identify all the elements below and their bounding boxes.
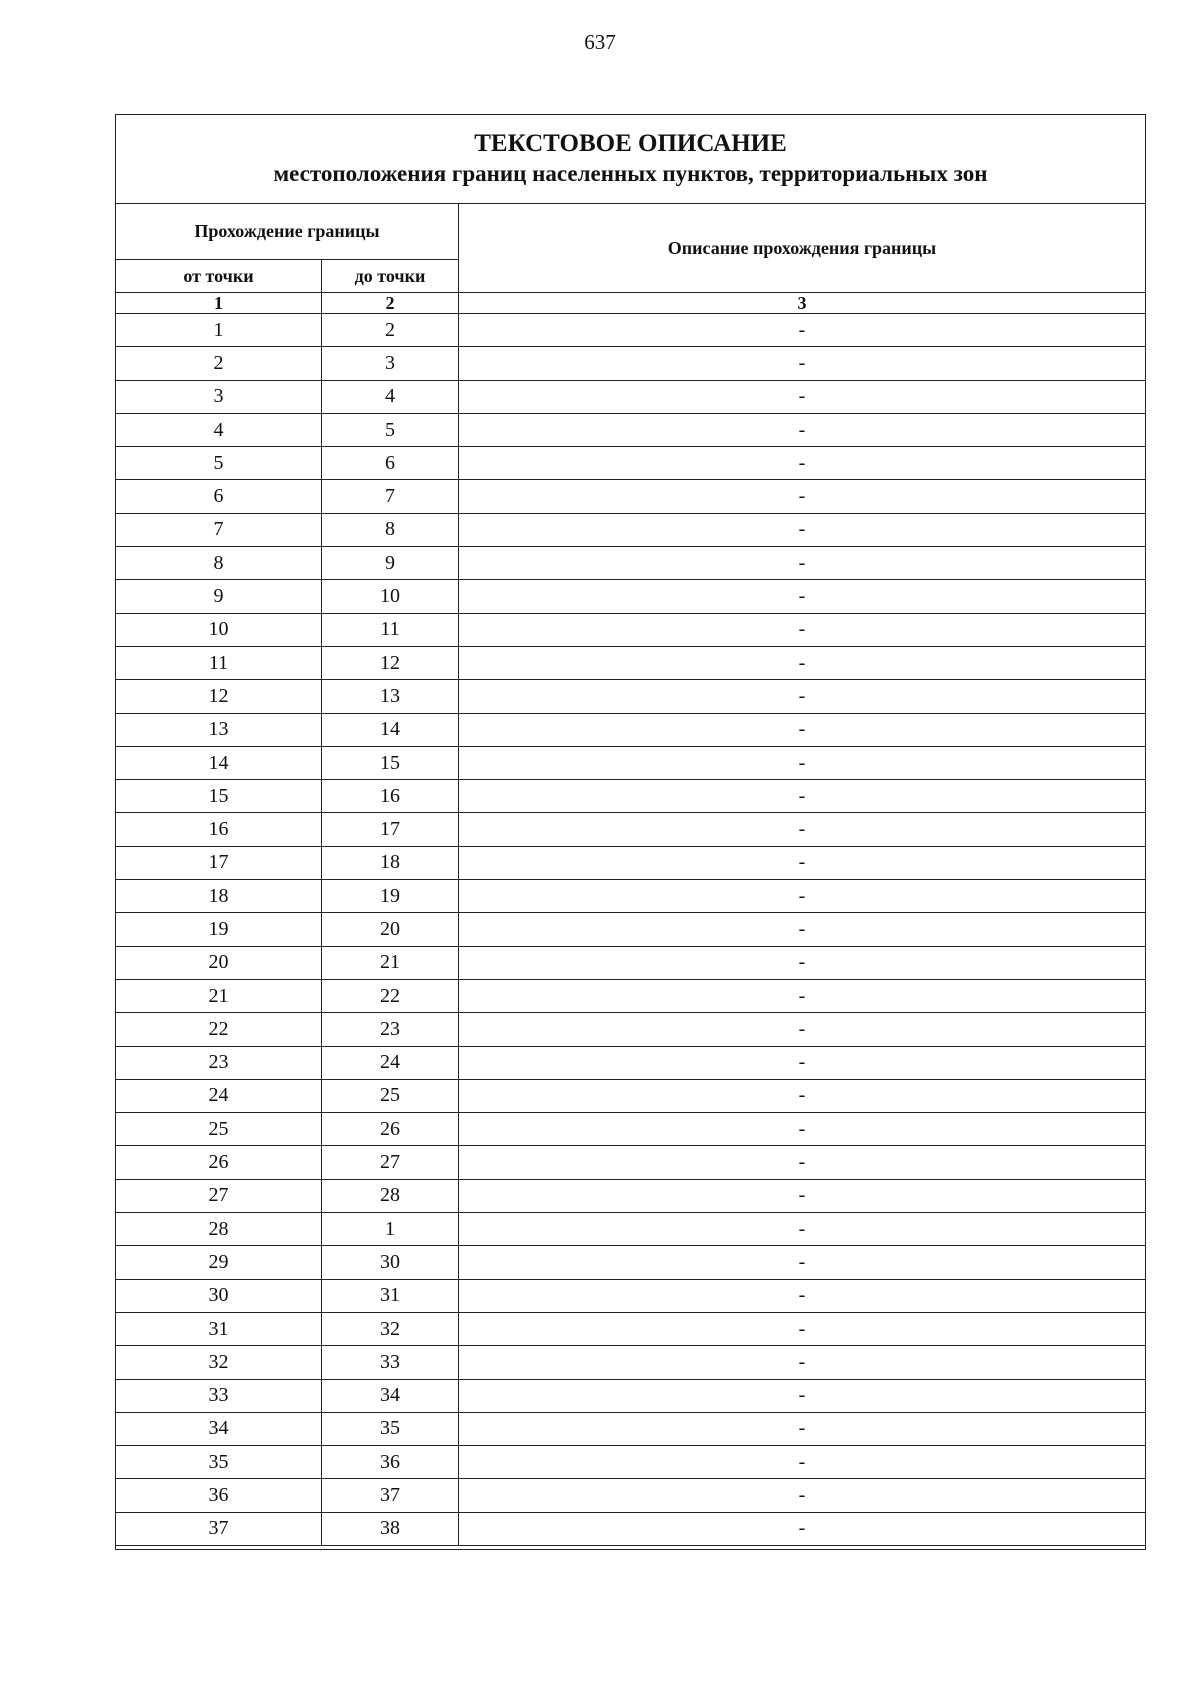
to-point-cell: 26 — [322, 1113, 459, 1146]
to-point-cell: 34 — [322, 1379, 459, 1412]
to-point-cell: 31 — [322, 1279, 459, 1312]
title-subtitle: местоположения границ населенных пунктов, территориальных зон — [273, 161, 988, 186]
to-point-cell: 18 — [322, 846, 459, 879]
table-row — [116, 780, 1146, 813]
to-point-cell: 2 — [322, 314, 459, 347]
from-point-cell: 8 — [116, 547, 322, 580]
description-cell: - — [459, 1046, 1146, 1079]
from-point-cell: 14 — [116, 746, 322, 779]
to-point-cell: 21 — [322, 946, 459, 979]
description-cell: - — [459, 880, 1146, 913]
table-body — [116, 314, 1146, 1550]
to-point-cell: 4 — [322, 380, 459, 413]
table-row — [116, 713, 1146, 746]
description-cell: - — [459, 746, 1146, 779]
to-point-cell: 17 — [322, 813, 459, 846]
table-row — [116, 1179, 1146, 1212]
description-cell: - — [459, 1246, 1146, 1279]
table-row — [116, 746, 1146, 779]
from-point-cell: 16 — [116, 813, 322, 846]
from-point-cell: 35 — [116, 1446, 322, 1479]
from-point-cell: 32 — [116, 1346, 322, 1379]
column-number-3: 3 — [459, 293, 1146, 314]
table-row — [116, 846, 1146, 879]
from-point-cell: 22 — [116, 1013, 322, 1046]
from-point-cell: 31 — [116, 1312, 322, 1345]
to-point-cell: 6 — [322, 447, 459, 480]
description-cell: - — [459, 547, 1146, 580]
table-row — [116, 813, 1146, 846]
description-cell: - — [459, 1146, 1146, 1179]
from-point-cell: 1 — [116, 314, 322, 347]
from-point-cell: 12 — [116, 680, 322, 713]
to-point-cell: 32 — [322, 1312, 459, 1345]
from-point-cell: 4 — [116, 413, 322, 446]
table-row — [116, 1446, 1146, 1479]
header-boundary-passage: Прохождение границы — [116, 204, 459, 260]
table-row — [116, 1279, 1146, 1312]
from-point-cell: 15 — [116, 780, 322, 813]
from-point-cell: 6 — [116, 480, 322, 513]
table-row — [116, 1146, 1146, 1179]
description-cell: - — [459, 480, 1146, 513]
title-row — [116, 115, 1146, 204]
header-to-point: до точки — [322, 260, 459, 293]
table-bottom-rule-cell — [116, 1545, 1146, 1549]
to-point-cell: 14 — [322, 713, 459, 746]
to-point-cell: 20 — [322, 913, 459, 946]
to-point-cell: 9 — [322, 547, 459, 580]
description-cell: - — [459, 846, 1146, 879]
table-row — [116, 1046, 1146, 1079]
table-title — [116, 115, 1146, 204]
to-point-cell: 23 — [322, 1013, 459, 1046]
description-cell: - — [459, 580, 1146, 613]
from-point-cell: 25 — [116, 1113, 322, 1146]
table-row — [116, 1213, 1146, 1246]
to-point-cell: 37 — [322, 1479, 459, 1512]
table-row — [116, 613, 1146, 646]
table-row — [116, 314, 1146, 347]
to-point-cell: 19 — [322, 880, 459, 913]
table-bottom-rule — [116, 1545, 1146, 1549]
description-cell: - — [459, 1079, 1146, 1112]
to-point-cell: 10 — [322, 580, 459, 613]
from-point-cell: 26 — [116, 1146, 322, 1179]
table-row — [116, 347, 1146, 380]
description-cell: - — [459, 1346, 1146, 1379]
table-row — [116, 1113, 1146, 1146]
from-point-cell: 18 — [116, 880, 322, 913]
to-point-cell: 12 — [322, 646, 459, 679]
to-point-cell: 33 — [322, 1346, 459, 1379]
from-point-cell: 17 — [116, 846, 322, 879]
from-point-cell: 23 — [116, 1046, 322, 1079]
description-cell: - — [459, 1479, 1146, 1512]
from-point-cell: 2 — [116, 347, 322, 380]
table-row — [116, 380, 1146, 413]
table-row — [116, 1512, 1146, 1545]
from-point-cell: 21 — [116, 979, 322, 1012]
from-point-cell: 30 — [116, 1279, 322, 1312]
description-cell: - — [459, 1512, 1146, 1545]
from-point-cell: 9 — [116, 580, 322, 613]
description-cell: - — [459, 1013, 1146, 1046]
description-cell: - — [459, 780, 1146, 813]
description-cell: - — [459, 1213, 1146, 1246]
to-point-cell: 28 — [322, 1179, 459, 1212]
to-point-cell: 11 — [322, 613, 459, 646]
from-point-cell: 11 — [116, 646, 322, 679]
description-cell: - — [459, 1279, 1146, 1312]
description-cell: - — [459, 413, 1146, 446]
description-cell: - — [459, 347, 1146, 380]
from-point-cell: 5 — [116, 447, 322, 480]
column-number-2: 2 — [322, 293, 459, 314]
to-point-cell: 35 — [322, 1412, 459, 1445]
to-point-cell: 7 — [322, 480, 459, 513]
table-header — [116, 115, 1146, 314]
to-point-cell: 8 — [322, 513, 459, 546]
table-row — [116, 580, 1146, 613]
title-main: ТЕКСТОВОЕ ОПИСАНИЕ — [474, 130, 787, 157]
from-point-cell: 28 — [116, 1213, 322, 1246]
table-row — [116, 413, 1146, 446]
to-point-cell: 25 — [322, 1079, 459, 1112]
to-point-cell: 22 — [322, 979, 459, 1012]
description-cell: - — [459, 646, 1146, 679]
description-cell: - — [459, 979, 1146, 1012]
to-point-cell: 13 — [322, 680, 459, 713]
description-cell: - — [459, 380, 1146, 413]
boundary-description-table — [115, 114, 1146, 1550]
from-point-cell: 20 — [116, 946, 322, 979]
page-number: 637 — [584, 30, 616, 54]
description-cell: - — [459, 913, 1146, 946]
to-point-cell: 36 — [322, 1446, 459, 1479]
description-cell: - — [459, 447, 1146, 480]
from-point-cell: 34 — [116, 1412, 322, 1445]
from-point-cell: 36 — [116, 1479, 322, 1512]
table-row — [116, 880, 1146, 913]
from-point-cell: 27 — [116, 1179, 322, 1212]
table-row — [116, 979, 1146, 1012]
to-point-cell: 38 — [322, 1512, 459, 1545]
header-from-point: от точки — [116, 260, 322, 293]
table-row — [116, 1379, 1146, 1412]
header-row-group — [116, 204, 1146, 260]
table-row — [116, 1312, 1146, 1345]
description-cell: - — [459, 680, 1146, 713]
table-row — [116, 1013, 1146, 1046]
table-row — [116, 1346, 1146, 1379]
from-point-cell: 13 — [116, 713, 322, 746]
table-row — [116, 1246, 1146, 1279]
description-cell: - — [459, 946, 1146, 979]
table-row — [116, 646, 1146, 679]
header-description: Описание прохождения границы — [459, 204, 1146, 293]
from-point-cell: 37 — [116, 1512, 322, 1545]
description-cell: - — [459, 1179, 1146, 1212]
to-point-cell: 3 — [322, 347, 459, 380]
to-point-cell: 15 — [322, 746, 459, 779]
table-row — [116, 547, 1146, 580]
table-row — [116, 680, 1146, 713]
from-point-cell: 7 — [116, 513, 322, 546]
to-point-cell: 5 — [322, 413, 459, 446]
from-point-cell: 24 — [116, 1079, 322, 1112]
description-cell: - — [459, 613, 1146, 646]
to-point-cell: 1 — [322, 1213, 459, 1246]
table-row — [116, 1412, 1146, 1445]
to-point-cell: 27 — [322, 1146, 459, 1179]
to-point-cell: 30 — [322, 1246, 459, 1279]
description-cell: - — [459, 813, 1146, 846]
column-number-1: 1 — [116, 293, 322, 314]
table-row — [116, 447, 1146, 480]
description-cell: - — [459, 314, 1146, 347]
description-cell: - — [459, 1113, 1146, 1146]
table-row — [116, 513, 1146, 546]
table-row — [116, 913, 1146, 946]
description-cell: - — [459, 513, 1146, 546]
description-cell: - — [459, 1446, 1146, 1479]
from-point-cell: 3 — [116, 380, 322, 413]
from-point-cell: 10 — [116, 613, 322, 646]
to-point-cell: 24 — [322, 1046, 459, 1079]
description-cell: - — [459, 713, 1146, 746]
table-row — [116, 1079, 1146, 1112]
table-row — [116, 946, 1146, 979]
to-point-cell: 16 — [322, 780, 459, 813]
table-row — [116, 1479, 1146, 1512]
from-point-cell: 19 — [116, 913, 322, 946]
description-cell: - — [459, 1379, 1146, 1412]
table-row — [116, 480, 1146, 513]
description-cell: - — [459, 1412, 1146, 1445]
description-cell: - — [459, 1312, 1146, 1345]
from-point-cell: 33 — [116, 1379, 322, 1412]
from-point-cell: 29 — [116, 1246, 322, 1279]
column-number-row — [116, 293, 1146, 314]
